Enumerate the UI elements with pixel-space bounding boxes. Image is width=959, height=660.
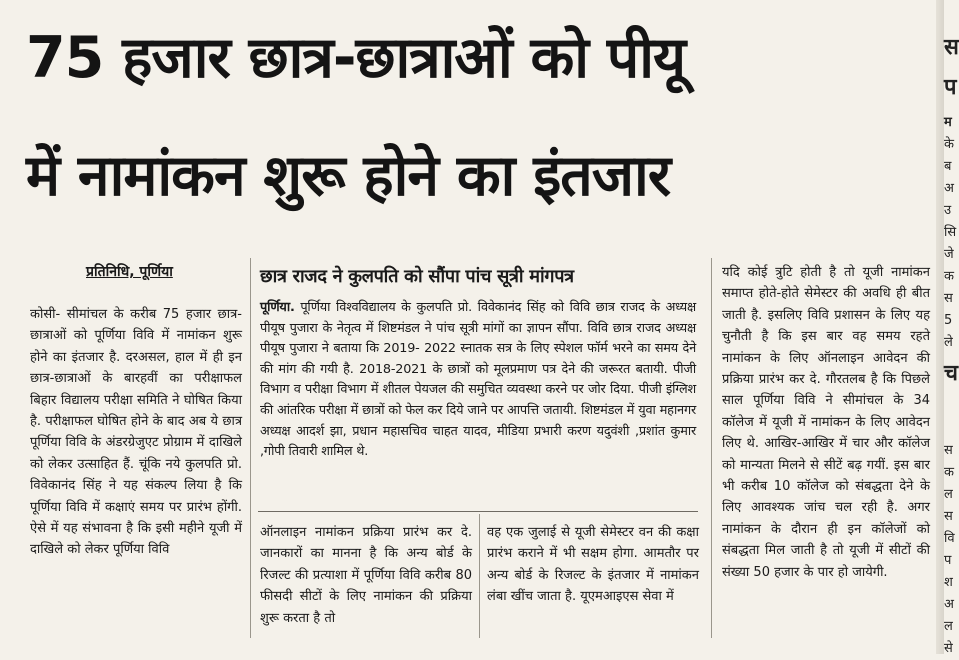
sidebar-story-body — [260, 298, 696, 510]
sidebar-body-text: पूर्णिया विश्वविद्यालय के कुलपति प्रो. विवेकानंद सिंह को विवि छात्र राजद के अध्यक्ष पीयूष पुजारा के नेतृत्व में शिष्टमंडल ने पांच सूत्री मांगों का ज्ञापन सौंपा. विवि छात्र राजद अध्यक्ष पीयूष पुजारा ने बताया कि 2019- 2022 स्नातक सत्र के लिए स्पेशल फॉर्म भरने का समय देने की मांग की गयी है. 2018-2021 के छात्रों को मूलप्रमाण पत्र देने की जरूरत बतायी. पीजी विभाग व परीक्षा विभाग में शीतल पेयजल की समुचित व्यवस्था करने पर जोर दिया. पीजी इंग्लिश की आंतरिक परीक्षा में छात्रों को फेल कर दिये जाने पर आपत्ति जतायी. शिष्टमंडल में युवा महानगर अध्यक्ष आदर्श झा, प्रधान महासचिव चाहत यादव, मीडिया प्रभारी करण यदुवंशी ,प्रशांत कुमार ,गोपी तिवारी शामिल थे. — [260, 300, 696, 460]
edge-fragment: 5 — [944, 313, 953, 328]
adjacent-article-edge — [944, 0, 957, 654]
article-column-right: यदि कोई त्रुटि होती है तो यूजी नामांकन समाप्त होते-होते सेमेस्टर की अवधि ही बीत जाती है. इसलिए विवि प्रशासन के लिए यह चुनौती है कि इस बार वह समय रहते नामांकन के लिए ऑनलाइन आवेदन की प्रक्रिया प्रारंभ कर दे. गौरतलब है कि पिछले साल पूर्णिया विवि ने सीमांचल के 34 कॉलेज में यूजी में नामांकन के लिए आवेदन लिए थे. आखिर-आखिर में चार और कॉलेज को मान्यता मिलने से सीटें बढ़ गयीं. इस बार भी करीब 10 कॉलेज को संबद्धता देने के लिए आवश्यक जांच चल रही है. अगर नामांकन के दौरान ही इन कॉलेजों को संबद्धता मिल जाती है तो यूजी में सीटों की संख्या 50 हजार के पार हो जायेगी. — [722, 265, 930, 580]
headline-line-1: 75 हजार छात्र-छात्राओं को पीयू — [26, 25, 686, 91]
edge-fragment: ले — [944, 335, 953, 350]
edge-fragment: ल — [944, 487, 953, 502]
edge-fragment: प — [944, 75, 957, 100]
edge-fragment: अ — [944, 597, 954, 612]
edge-fragment: च — [944, 361, 958, 386]
edge-fragment: के — [944, 137, 954, 152]
edge-fragment: स — [944, 291, 953, 306]
edge-fragment: जे — [944, 247, 954, 262]
edge-fragment: वि — [944, 531, 955, 546]
edge-fragment: क — [944, 269, 954, 284]
edge-fragment: अ — [944, 181, 954, 196]
column-divider — [711, 258, 712, 638]
headline-line-2: में नामांकन शुरू होने का इंतजार — [26, 143, 671, 209]
edge-fragment: स — [944, 443, 953, 458]
article-column-left: कोसी- सीमांचल के करीब 75 हजार छात्र-छात्राओं को पूर्णिया विवि में नामांकन शुरू होने का इंतजार है. दरअसल, हाल में ही इन छात्र-छात्राओं के बारहवीं का परीक्षाफल बिहार विद्यालय परीक्षा समिति ने घोषित किया है. परीक्षाफल घोषित होने के बाद अब ये छात्र पूर्णिया विवि के अंडरग्रेजुएट प्रोग्राम में दाखिले को लेकर उत्साहित हैं. चूंकि नये कुलपति प्रो. विवेकानंद सिंह ने यह संकल्प लिया है कि पूर्णिया विवि में कक्षाएं समय पर प्रारंभ होंगी. ऐसे में यह संभावना है कि इसी महीने यूजी में दाखिले को लेकर पूर्णिया विवि — [30, 307, 242, 558]
column-divider — [479, 514, 480, 638]
edge-fragment: से — [944, 641, 953, 656]
edge-fragment: उ — [944, 203, 952, 218]
article-column-middle-2: वह एक जुलाई से यूजी सेमेस्टर वन की कक्षा प्रारंभ कराने में भी सक्षम होगा. आमतौर पर अन्य बोर्ड के रिजल्ट के इंतजार में नामांकन लंबा खींच जाता है. यूएमआइएस सेवा में — [487, 525, 699, 605]
edge-fragment: स — [944, 509, 953, 524]
edge-fragment: ल — [944, 619, 953, 634]
edge-fragment: म — [944, 115, 952, 130]
byline: प्रतिनिधि, पूर्णिया — [86, 264, 173, 280]
edge-fragment: क — [944, 465, 954, 480]
sidebar-bottom-rule — [258, 511, 698, 512]
page-fold-shadow — [936, 0, 944, 654]
column-divider — [250, 258, 251, 638]
edge-fragment: श — [944, 575, 953, 590]
sidebar-dateline: पूर्णिया. — [260, 300, 295, 315]
article-column-middle-1: ऑनलाइन नामांकन प्रक्रिया प्रारंभ कर दे. जानकारों का मानना है कि अन्य बोर्ड के रिजल्ट की प्रत्याशा में पूर्णिया विवि करीब 80 फीसदी सीटों के लिए नामांकन की प्रक्रिया शुरू करता है तो — [260, 525, 472, 626]
edge-fragment: स — [944, 35, 959, 60]
edge-fragment: सि — [944, 225, 957, 240]
edge-fragment: प — [944, 553, 952, 568]
edge-fragment: ब — [944, 159, 952, 174]
sidebar-subhead: छात्र राजद ने कुलपति को सौंपा पांच सूत्री मांगपत्र — [260, 266, 574, 287]
